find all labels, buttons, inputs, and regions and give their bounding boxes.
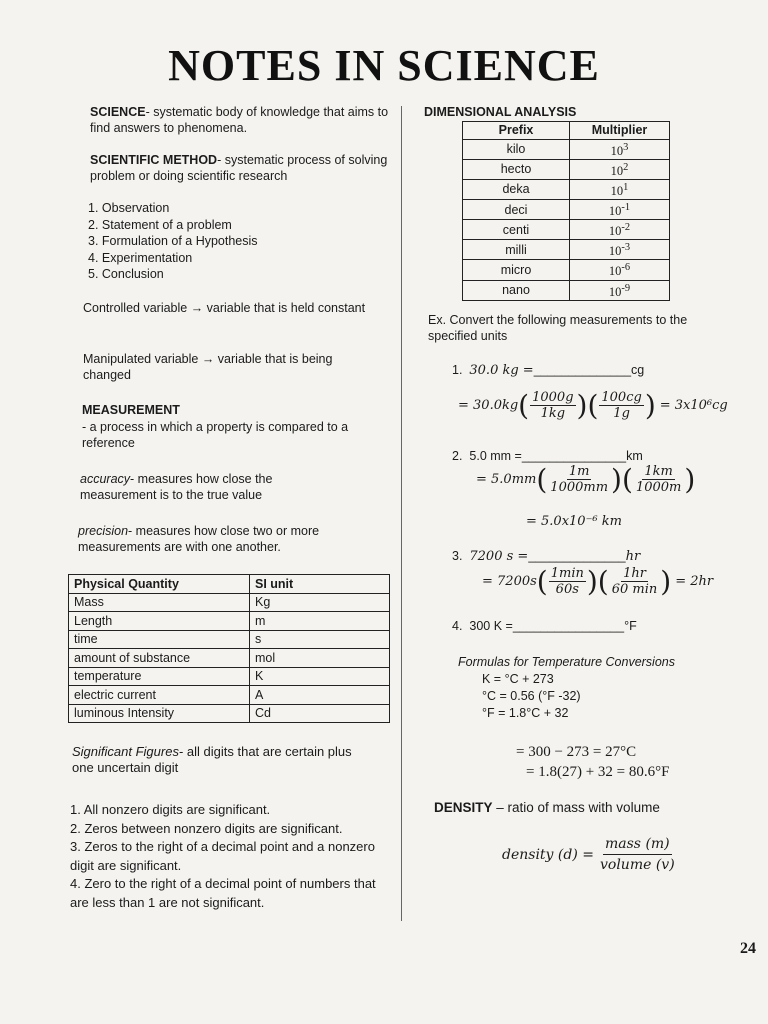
multiplier-cell: $10^{-9}$	[570, 280, 670, 300]
prefix-table	[462, 121, 670, 301]
list-item: 1. Observation	[88, 201, 170, 215]
formula: °F = 1.8°C + 32	[482, 706, 569, 720]
unit-cell: A	[250, 686, 390, 705]
accuracy-term: accuracy	[80, 472, 131, 486]
formula: °C = 0.56 (°F -32)	[482, 689, 581, 703]
quantity-cell: temperature	[69, 667, 250, 686]
example-2-question: 2. 5.0 mm =_______________km	[452, 449, 643, 463]
fraction: $\frac{\text{mass (m)}}{\text{volume (v)}}$	[599, 836, 675, 873]
column-header: Prefix	[463, 122, 570, 140]
sigfig-term: Significant Figures	[72, 744, 179, 759]
multiplier-cell: $10^1$	[570, 179, 670, 199]
table-row	[69, 630, 390, 649]
table-row	[69, 593, 390, 612]
list-item: 2. Statement of a problem	[88, 217, 232, 232]
prefix-cell: centi	[463, 220, 570, 240]
method-steps	[88, 200, 258, 283]
measurement-title: MEASUREMENT	[82, 403, 180, 417]
table-row	[69, 667, 390, 686]
accuracy-definition	[80, 471, 310, 503]
example-2-result: = 5.0x10⁻⁶ km	[526, 514, 622, 529]
density-term: DENSITY	[434, 800, 493, 815]
density-def: – ratio of mass with volume	[492, 800, 660, 815]
prefix-cell: milli	[463, 240, 570, 260]
list-item: 4. Zero to the right of a decimal point of numbers that are less than 1 are not significant.	[70, 876, 376, 910]
fraction: $\frac{1\min}{60s}$	[550, 566, 584, 597]
table-header-row	[69, 575, 390, 594]
fraction: $\frac{100cg}{1g}$	[601, 390, 642, 421]
density-formula: density (d) = $\frac{\text{mass (m)}}{\text{volume (v)}}$	[502, 836, 675, 873]
quantity-cell: Length	[69, 612, 250, 631]
density-definition	[434, 800, 660, 816]
list-item: 2. Zeros between nonzero digits are significant.	[70, 820, 343, 836]
page-number: 24	[740, 940, 756, 957]
prefix-cell: kilo	[463, 139, 570, 159]
quantity-cell: electric current	[69, 686, 250, 705]
sigfig-def: - all digits that are certain plus one uncertain digit	[72, 744, 352, 775]
page-title: NOTES IN SCIENCE	[168, 41, 600, 90]
example-4-question: 4. 300 K =________________°F	[452, 619, 637, 633]
precision-definition	[78, 523, 363, 555]
prefix-cell: deka	[463, 179, 570, 199]
list-item: 3. Formulation of a Hypothesis	[88, 234, 258, 248]
table-row	[463, 260, 670, 280]
quantity-cell: luminous Intensity	[69, 704, 250, 723]
sigfig-rules	[70, 801, 388, 912]
multiplier-cell: $10^3$	[570, 139, 670, 159]
formula: K = °C + 273	[482, 672, 554, 686]
table-row	[69, 612, 390, 631]
unit-cell: Cd	[250, 704, 390, 723]
sigfig-definition	[72, 744, 372, 776]
example-3-solution: = 7200s ( $\frac{1\min}{60s}$ ) ( $\frac{1hr}{60 \min}$ ) = 2hr	[482, 564, 714, 598]
unit-cell: K	[250, 667, 390, 686]
column-header: Physical Quantity	[69, 575, 250, 594]
science-definition	[90, 104, 390, 136]
list-item: 5. Conclusion	[88, 267, 164, 281]
column-header: SI unit	[250, 575, 390, 594]
quantity-cell: time	[69, 630, 250, 649]
quantity-cell: Mass	[69, 593, 250, 612]
science-def: - systematic body of knowledge that aims to find answers to phenomena.	[90, 105, 389, 135]
prefix-cell: nano	[463, 280, 570, 300]
si-units-table	[68, 574, 390, 723]
precision-term: precision	[78, 524, 129, 538]
column-divider	[401, 106, 402, 921]
example-3-question: 3. 7200 s =______________hr	[452, 549, 641, 564]
method-term: SCIENTIFIC METHOD	[90, 153, 218, 167]
multiplier-cell: $10^{-2}$	[570, 220, 670, 240]
unit-cell: Kg	[250, 593, 390, 612]
calc-step-1: = 300 − 273 = 27°C	[516, 744, 637, 760]
example-1-solution: = 30.0kg ( $\frac{1000g}{1kg}$ ) ( $\frac{100cg}{1g}$ ) = 3x10⁶cg	[458, 388, 728, 422]
measurement-def: - a process in which a property is compared to a reference	[82, 420, 349, 450]
list-item: 4. Experimentation	[88, 250, 193, 265]
multiplier-cell: $10^{-1}$	[570, 199, 670, 219]
multiplier-cell: $10^{-3}$	[570, 240, 670, 260]
table-row	[69, 704, 390, 723]
prefix-cell: deci	[463, 199, 570, 219]
unit-cell: s	[250, 630, 390, 649]
table-row	[463, 179, 670, 199]
fraction: $\frac{1km}{1000m}$	[635, 464, 682, 495]
multiplier-cell: $10^2$	[570, 159, 670, 179]
quantity-cell: amount of substance	[69, 649, 250, 668]
example-1-question: 1. 30.0 kg =______________cg	[452, 363, 645, 378]
precision-def: - measures how close two or more measurements are with one another.	[78, 524, 320, 554]
manipulated-variable: Manipulated variable → variable that is being changed	[83, 352, 333, 382]
list-item: 1. All nonzero digits are significant.	[70, 802, 271, 817]
controlled-variable: Controlled variable → variable that is held constant	[83, 301, 366, 315]
table-header-row	[463, 122, 670, 140]
accuracy-def: - measures how close the measurement is to the true value	[80, 472, 273, 502]
table-row	[463, 280, 670, 300]
column-header: Multiplier	[570, 122, 670, 140]
fraction: $\frac{1m}{1000mm}$	[550, 464, 609, 495]
prefix-cell: micro	[463, 260, 570, 280]
table-row	[463, 139, 670, 159]
formulas-title: Formulas for Temperature Conversions	[458, 655, 675, 669]
prefix-cell: hecto	[463, 159, 570, 179]
unit-cell: m	[250, 612, 390, 631]
example-intro: Ex. Convert the following measurements to the specified units	[428, 313, 688, 343]
method-definition	[90, 152, 390, 184]
fraction: $\frac{1hr}{60 \min}$	[611, 566, 658, 597]
dim-analysis-title: DIMENSIONAL ANALYSIS	[424, 105, 577, 119]
method-def: - systematic process of solving problem or doing scientific research	[90, 153, 388, 183]
unit-cell: mol	[250, 649, 390, 668]
calc-step-2: = 1.8(27) + 32 = 80.6°F	[526, 764, 670, 780]
example-2-solution: = 5.0mm ( $\frac{1m}{1000mm}$ ) ( $\frac{1km}{1000m}$ )	[476, 462, 696, 496]
table-row	[463, 240, 670, 260]
table-row	[69, 686, 390, 705]
table-row	[463, 220, 670, 240]
science-term: SCIENCE	[90, 105, 146, 119]
formulas-list	[482, 671, 581, 722]
table-row	[463, 199, 670, 219]
multiplier-cell: $10^{-6}$	[570, 260, 670, 280]
fraction: $\frac{1000g}{1kg}$	[532, 390, 574, 421]
table-row	[69, 649, 390, 668]
table-row	[463, 159, 670, 179]
list-item: 3. Zeros to the right of a decimal point and a nonzero digit are significant.	[70, 839, 375, 873]
